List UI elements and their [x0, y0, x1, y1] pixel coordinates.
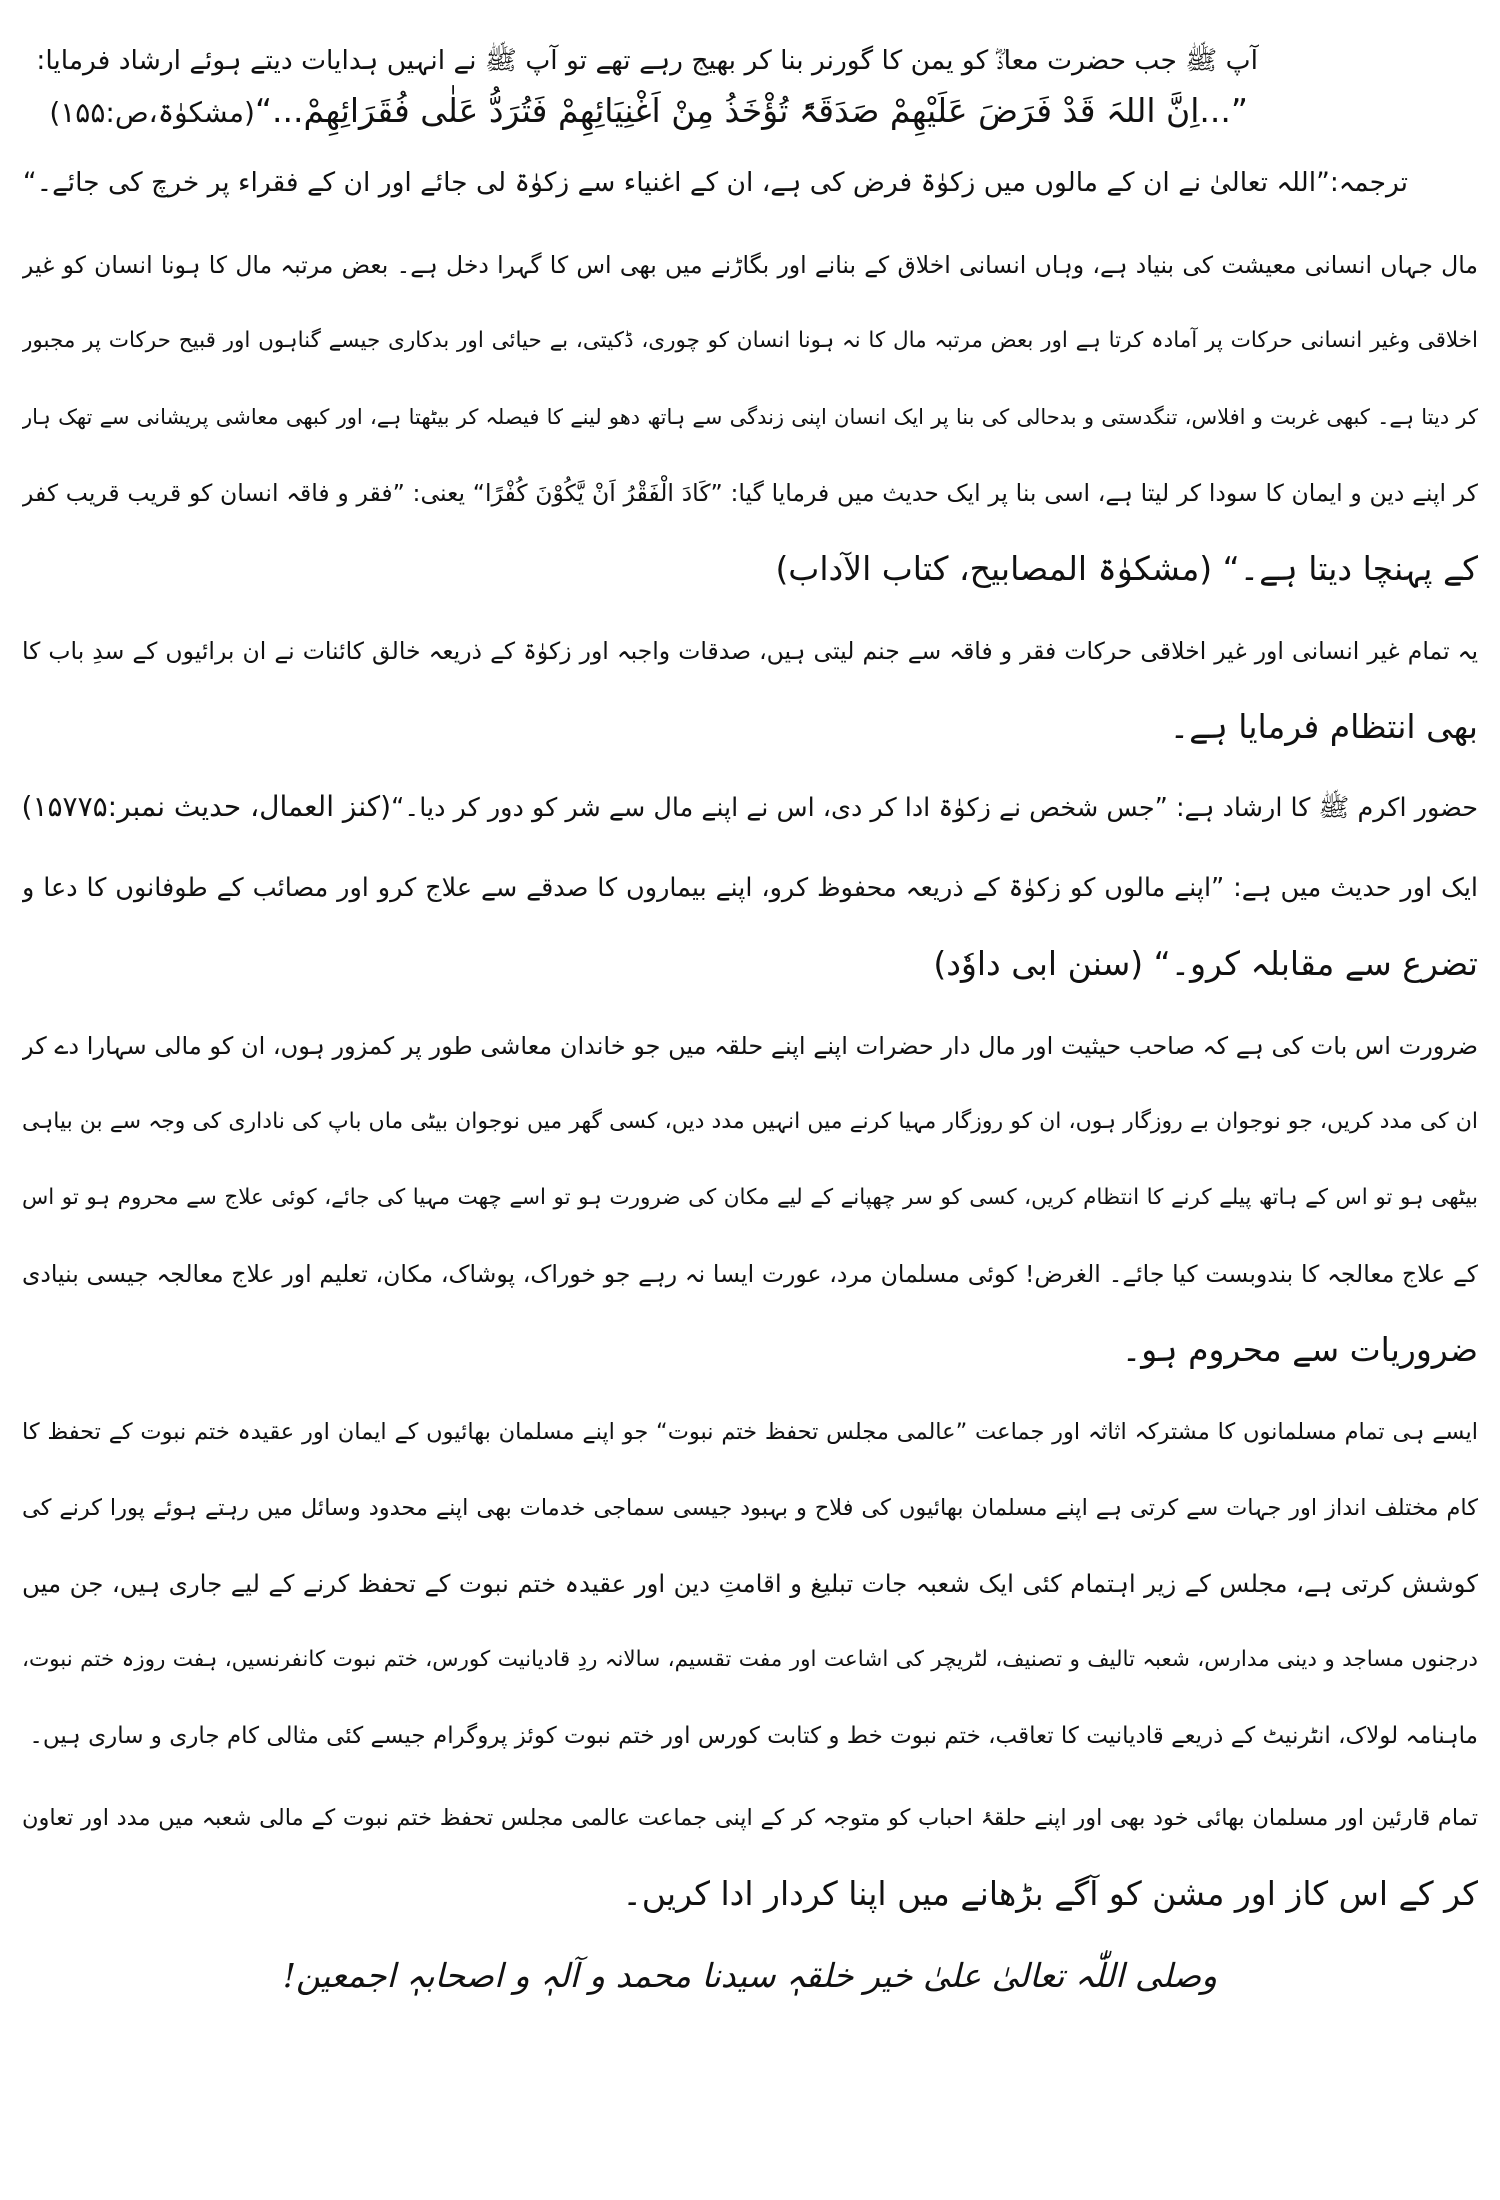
spacer	[22, 1219, 1478, 1253]
spacer	[22, 286, 1478, 320]
spacer	[22, 1371, 1478, 1411]
paragraph-line: بھی انتظام فرمایا ہے۔	[1169, 707, 1478, 746]
paragraph-line: کر دیتا ہے۔ کبھی غربت و افلاس، تنگدستی و بدحالی کی بنا پر ایک انسان اپنی زندگی سے ہاتھ دھو لینے کا فیصلہ کر بیٹھتا ہے، اور کبھی معاشی پریشانی سے تھک ہار	[22, 405, 1478, 429]
paragraph-line: ایک اور حدیث میں ہے: ”اپنے مالوں کو زکوٰۃ کے ذریعہ محفوظ کرو، اپنے بیماروں کا صدقے سے علاج کرو اور مصائب کے طوفانوں کا دعا و	[22, 873, 1478, 903]
spacer	[22, 909, 1478, 943]
arabic-quote-row	[22, 90, 1478, 134]
spacer	[22, 1143, 1478, 1177]
arabic-hadith: ”...اِنَّ اللہَ قَدْ فَرَضَ عَلَیْھِمْ صَدَقَۃً تُؤْخَذُ مِنْ اَغْنِیَائِھِمْ فَتُرَدُّ عَلٰی فُقَرَائِھِمْ...“	[254, 91, 1248, 130]
spacer	[22, 514, 1478, 548]
paragraph-line: ایسے ہی تمام مسلمانوں کا مشترکہ اثاثہ اور جماعت ”عالمی مجلس تحفظ ختم نبوت“ جو اپنے مسلمان بھائیوں کے ایمان اور عقیدہ ختم نبوت کے تحفظ کا	[22, 1419, 1478, 1445]
intro-line: آپ ﷺ جب حضرت معاذؓ کو یمن کا گورنر بنا کر بھیج رہے تھے تو آپ ﷺ نے انہیں ہدایات دیتے ہوئے ارشاد فرمایا:	[36, 45, 1258, 76]
spacer	[22, 590, 1478, 630]
spacer	[22, 985, 1478, 1025]
paragraph-line: اخلاقی وغیر انسانی حرکات پر آمادہ کرتا ہے اور بعض مرتبہ مال کا نہ ہونا انسان کو چوری، ڈکیتی، بے حیائی اور بدکاری جیسے گناہوں اور قبیح حرکات پر مجبور	[22, 328, 1478, 353]
paragraph-line: کر اپنے دین و ایمان کا سودا کر لیتا ہے، اسی بنا پر ایک حدیث میں فرمایا گیا: ”کَادَ الْفَقْرُ اَنْ یَّکُوْنَ کُفْرًا“ یعنی: ”فقر و فاقہ انسان کو قریب قریب کفر	[22, 479, 1478, 507]
spacer	[22, 1757, 1478, 1797]
spacer	[22, 748, 1478, 786]
spacer	[22, 1453, 1478, 1487]
spacer	[22, 362, 1478, 396]
spacer	[22, 1067, 1478, 1101]
paragraph-line: درجنوں مساجد و دینی مدارس، شعبہ تالیف و تصنیف، لٹریچر کی اشاعت اور مفت تقسیم، سالانہ ردِ قادیانیت کورس، ختم نبوت کانفرنسیں، ہفت روزہ ختم نبوت،	[22, 1647, 1478, 1672]
paragraph-line: ماہنامہ لولاک، انٹرنیٹ کے ذریعے قادیانیت کا تعاقب، ختم نبوت خط و کتابت کورس اور ختم نبوت کوئز پروگرام جیسے کئی مثالی کام جاری و ساری ہیں۔	[29, 1723, 1478, 1749]
spacer	[22, 1605, 1478, 1639]
spacer	[22, 82, 1478, 90]
paragraph-line: کام مختلف انداز اور جہات سے کرتی ہے اپنے مسلمان بھائیوں کی فلاح و بہبود جیسی سماجی خدمات بھی اپنے محدود وسائل میں رہتے ہوئے پورا کرنے کی	[22, 1495, 1478, 1521]
spacer	[22, 1839, 1478, 1873]
hadith-reference: (کنز العمال، حدیث نمبر:۱۵۷۷۵)	[21, 790, 392, 823]
spacer	[22, 829, 1478, 867]
spacer	[22, 1295, 1478, 1329]
closing-salutation: وصلی اللّٰہ تعالیٰ علیٰ خیر خلقہٖ سیدنا محمد و آلہٖ و اصحابہٖ اجمعین!	[282, 1956, 1218, 1995]
spacer	[22, 134, 1478, 162]
spacer	[22, 204, 1478, 244]
spacer	[22, 1529, 1478, 1563]
paragraph-line: کے پہنچا دیتا ہے۔“ (مشکوٰۃ المصابیح، کتاب الآداب)	[775, 549, 1478, 588]
paragraph-line: بیٹھی ہو تو اس کے ہاتھ پیلے کرنے کا انتظام کریں، کسی کو سر چھپانے کے لیے مکان کی ضرورت ہو تو اسے چھت مہیا کی جائے، کوئی علاج سے محروم ہو تو اس	[22, 1185, 1478, 1210]
paragraph-line: یہ تمام غیر انسانی اور غیر اخلاقی حرکات فقر و فاقہ سے جنم لیتی ہیں، صدقات واجبہ اور زکوٰۃ کے ذریعہ خالق کائنات نے ان برائیوں کے سدِ باب کا	[22, 637, 1478, 665]
paragraph-line: ضروریات سے محروم ہو۔	[1121, 1330, 1478, 1369]
paragraph-line: ان کی مدد کریں، جو نوجوان بے روزگار ہوں، ان کو روزگار مہیا کرنے میں انہیں مدد دیں، کسی گھر میں نوجوان بیٹی ماں باپ کی ناداری کی وجہ سے بن بیاہی	[22, 1109, 1478, 1134]
paragraph-line: تضرع سے مقابلہ کرو۔“ (سنن ابی داوٗد)	[933, 944, 1478, 983]
paragraph-line: کوشش کرتی ہے، مجلس کے زیر اہتمام کئی ایک شعبہ جات تبلیغ و اقامتِ دین اور عقیدہ ختم نبوت کے تحفظ کرنے کے لیے جاری ہیں، جن میں	[22, 1569, 1478, 1598]
paragraph-line: مال جہاں انسانی معیشت کی بنیاد ہے، وہاں انسانی اخلاق کے بنانے اور بگاڑنے میں بھی اس کا گہرا دخل ہے۔ بعض مرتبہ مال کا ہونا انسان کو غیر	[22, 251, 1478, 279]
paragraph-line: کے علاج معالجہ کا بندوبست کیا جائے۔ الغرض! کوئی مسلمان مرد، عورت ایسا نہ رہے جو خوراک، پوشاک، مکان، تعلیم اور علاج معالجہ جیسی بنیادی	[22, 1260, 1478, 1288]
spacer	[22, 1681, 1478, 1715]
paragraph-line: تمام قارئین اور مسلمان بھائی خود بھی اور اپنے حلقۂ احباب کو متوجہ کر کے اپنی جماعت عالمی مجلس تحفظ ختم نبوت کے مالی شعبہ میں مدد اور تعاون	[22, 1805, 1478, 1831]
arabic-hadith-reference: (مشکوٰۃ،ص:۱۵۵)	[49, 96, 255, 129]
spacer	[22, 438, 1478, 472]
paragraph-line: ضرورت اس بات کی ہے کہ صاحب حیثیت اور مال دار حضرات اپنے اپنے حلقہ میں جو خاندان معاشی طور پر کمزور ہوں، ان کو مالی سہارا دے کر	[22, 1032, 1478, 1060]
hadith-row	[22, 786, 1478, 829]
paragraph-line: کر کے اس کاز اور مشن کو آگے بڑھانے میں اپنا کردار ادا کریں۔	[622, 1874, 1478, 1913]
translation-line: ترجمہ:”اللہ تعالیٰ نے ان کے مالوں میں زکوٰۃ فرض کی ہے، ان کے اغنیاء سے زکوٰۃ لی جائے اور ان کے فقراء پر خرچ کی جائے۔“	[22, 167, 1408, 198]
spacer	[22, 672, 1478, 706]
hadith-text: حضور اکرم ﷺ کا ارشاد ہے: ”جس شخص نے زکوٰۃ ادا کر دی، اس نے اپنے مال سے شر کو دور کر دیا۔“	[391, 793, 1478, 823]
